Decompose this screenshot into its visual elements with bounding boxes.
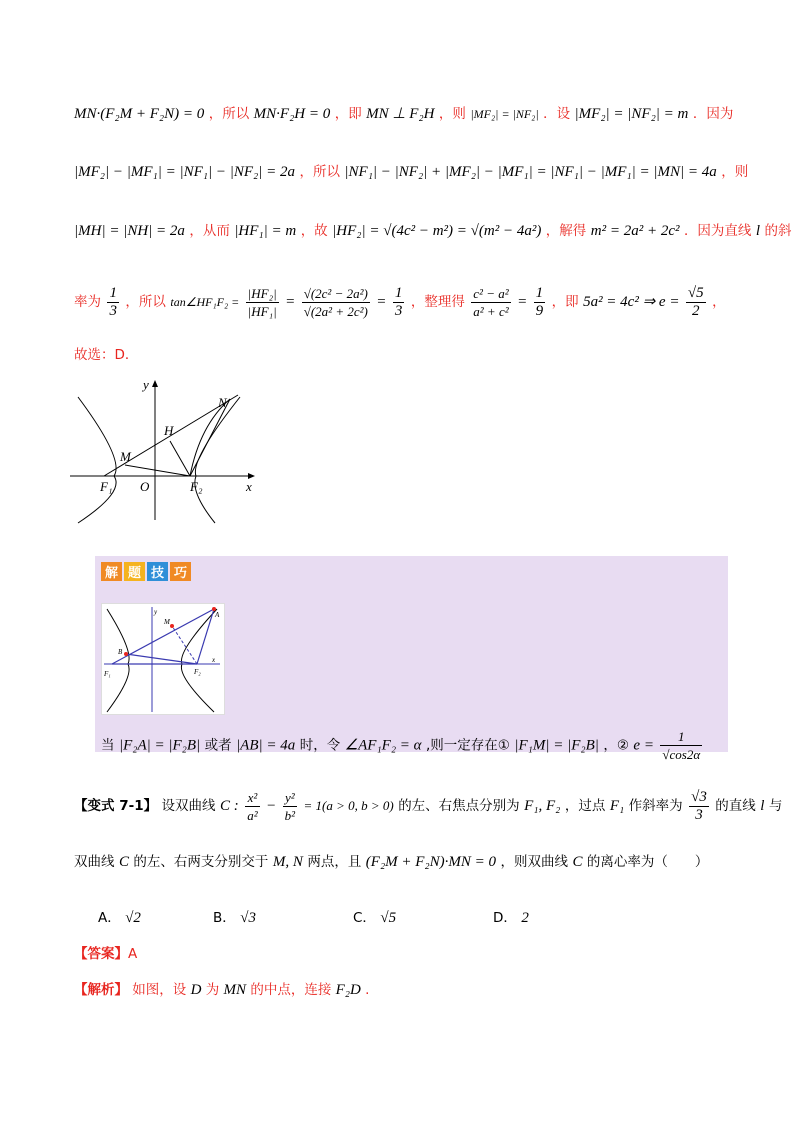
tip-badge-char: 解 xyxy=(101,562,122,581)
label-h: H xyxy=(164,423,174,438)
fraction: $\frac{\text{|HF₂|}}{\text{|HF₁|}}$ xyxy=(247,285,277,319)
option-value: √5 xyxy=(380,910,397,926)
fraction: $\frac{√5}{2}$ xyxy=(687,284,704,319)
math-expr: |HF₂| = √(4c² − m²) = √(m² − 4a²) xyxy=(332,223,542,239)
math-expr: |F₂A| = |F₂B| xyxy=(118,737,201,754)
text: 的离心率为（ ） xyxy=(586,854,709,870)
text: ，所以 xyxy=(208,106,250,122)
option-value: √3 xyxy=(240,910,256,926)
text: 率为 xyxy=(74,294,101,310)
math-expr: (F₂M + F₂N)·MN = 0 xyxy=(365,854,497,870)
variant-tag: 【变式 7-1】 xyxy=(74,798,158,814)
label-x: x xyxy=(246,479,252,494)
tip-badge-char: 巧 xyxy=(170,562,191,581)
math-var: l xyxy=(755,223,761,239)
right-branch xyxy=(195,397,240,523)
text: ，从而 xyxy=(189,223,230,239)
solution-line-2 xyxy=(74,162,748,182)
text: . xyxy=(365,982,370,998)
small-line-f2b xyxy=(126,654,197,664)
math-expr: |MH| = |NH| = 2a xyxy=(74,223,185,239)
math-expr: F₁ xyxy=(609,798,625,814)
text: 或者 xyxy=(204,737,232,754)
math-expr: M, N xyxy=(272,854,303,870)
text: ，所以 xyxy=(125,294,166,310)
text: ，则 xyxy=(721,164,749,180)
text: 作斜率为 xyxy=(628,798,683,814)
math-var: C xyxy=(118,854,129,870)
answer-value: A xyxy=(128,946,138,962)
small-label-y: y xyxy=(154,608,158,616)
segment-hf2 xyxy=(170,441,190,476)
math-expr: e = xyxy=(633,737,654,754)
text: ，故 xyxy=(300,223,328,239)
variant-line-2 xyxy=(74,852,708,872)
math-var: F₂D xyxy=(335,982,361,998)
math-expr: C : xyxy=(220,798,239,814)
tip-text xyxy=(101,728,704,763)
equals: = xyxy=(376,294,387,310)
text: 如图，设 xyxy=(132,982,187,998)
math-var: MN xyxy=(223,982,247,998)
text: ，解得 xyxy=(545,223,587,239)
text: 的左、右两支分别交于 xyxy=(133,854,269,870)
tip-badge-char: 技 xyxy=(147,562,168,581)
small-point-m xyxy=(170,624,174,628)
math-expr: m² = 2a² + 2c² xyxy=(590,223,680,239)
y-axis-arrow xyxy=(152,380,158,387)
text: ，则双曲线 xyxy=(500,854,568,870)
math-expr: |F₁M| = |F₂B| xyxy=(514,737,599,754)
option-label: B． xyxy=(213,910,236,926)
fraction: $\frac{\text{√(2c² − 2a²)}}{\text{√(2a² + 2c²)}}$ xyxy=(303,285,368,319)
text: ，② xyxy=(603,737,629,754)
minus: − xyxy=(266,798,277,814)
small-point-b xyxy=(124,652,128,656)
text: ，即 xyxy=(334,106,362,122)
math-var: D xyxy=(190,982,202,998)
small-label-f2: F₂ xyxy=(194,668,201,676)
option-d[interactable] xyxy=(493,906,529,927)
text: 的中点，连接 xyxy=(250,982,332,998)
solution-line-4 xyxy=(74,282,726,322)
small-label-f1: F₁ xyxy=(104,670,111,678)
answer-line xyxy=(74,944,137,964)
text: ，即 xyxy=(551,294,579,310)
small-line-f2m xyxy=(172,626,197,664)
text: ．因为 xyxy=(692,106,734,122)
text: 两点，且 xyxy=(307,854,362,870)
math-var: l xyxy=(760,798,765,814)
option-label: D． xyxy=(493,910,517,926)
fraction: $\frac{\text{x²}}{\text{a²}}$ xyxy=(247,789,258,823)
left-branch xyxy=(78,397,116,523)
label-n: N xyxy=(218,395,227,410)
text: 为 xyxy=(205,982,220,998)
text: 时，令 xyxy=(299,737,341,754)
math-expr: |MF₂| = |NF₂| = m xyxy=(574,106,689,122)
equals: = xyxy=(285,294,296,310)
fraction: $\frac{1}{3}$ xyxy=(109,284,117,319)
solution-line-1 xyxy=(74,104,733,124)
fraction: $\frac{\text{y²}}{\text{b²}}$ xyxy=(284,789,296,823)
text: 当 xyxy=(101,737,115,754)
option-label: A． xyxy=(98,910,121,926)
math-expr: |AB| = 4a xyxy=(236,737,296,754)
analysis-line xyxy=(74,980,369,1000)
text: 与 xyxy=(768,798,783,814)
text: 设双曲线 xyxy=(161,798,216,814)
math-expr: |NF₁| − |NF₂| + |MF₂| − |MF₁| = |NF₁| − |MF₁| = |MN| = 4a xyxy=(344,164,717,180)
fraction: $\frac{1}{√\cos 2\alpha}$ xyxy=(662,729,701,762)
label-f1: F₁ xyxy=(100,479,113,494)
small-label-a: A xyxy=(215,611,220,619)
tip-badge xyxy=(101,562,191,581)
text: 的斜 xyxy=(764,223,792,239)
math-expr: = 1(a > 0, b > 0) xyxy=(303,798,394,813)
option-label: C． xyxy=(353,910,376,926)
variant-line-1 xyxy=(74,786,782,826)
label-m: M xyxy=(120,449,131,464)
math-expr: |MF₂| = |NF₂| xyxy=(470,107,539,121)
math-expr: |MF₂| − |MF₁| = |NF₁| − |NF₂| = 2a xyxy=(74,164,295,180)
tip-figure xyxy=(101,603,225,715)
option-c[interactable] xyxy=(353,906,396,927)
small-label-m: M xyxy=(164,618,170,626)
text: ．设 xyxy=(543,106,571,122)
math-expr: MN ⊥ F₂H xyxy=(366,106,435,122)
hyperbola-figure xyxy=(70,375,260,525)
math-expr: 5a² = 4c² ⇒ e = xyxy=(583,294,680,310)
small-label-b: B xyxy=(118,648,123,656)
option-b[interactable] xyxy=(213,906,256,927)
segment-nf2 xyxy=(190,399,230,476)
text: ，则 xyxy=(438,106,466,122)
answer-choice-line: 故选：D． xyxy=(74,347,139,363)
label-f2: F₂ xyxy=(190,479,203,494)
label-o: O xyxy=(140,479,150,494)
small-line-f1a xyxy=(112,609,214,664)
text: ,则一定存在① xyxy=(426,737,510,754)
text: ，所以 xyxy=(299,164,340,180)
option-value: 2 xyxy=(521,910,529,926)
math-expr: F₁, F₂ xyxy=(524,798,561,814)
text: ．因为直线 xyxy=(683,223,752,239)
text: 的左、右焦点分别为 xyxy=(398,798,520,814)
math-var: C xyxy=(572,854,583,870)
option-value: √2 xyxy=(125,910,141,926)
math-expr: MN·(F₂M + F₂N) = 0 xyxy=(74,106,205,122)
text: 的直线 xyxy=(715,798,756,814)
answer-tag: 【答案】 xyxy=(74,946,128,962)
text: 双曲线 xyxy=(74,854,115,870)
text: ， xyxy=(712,294,726,310)
tip-badge-char: 题 xyxy=(124,562,145,581)
fraction: $\frac{1}{9}$ xyxy=(535,284,544,319)
text: ，过点 xyxy=(564,798,606,814)
text: ，整理得 xyxy=(410,294,465,310)
small-label-x: x xyxy=(212,656,216,664)
fraction: $\frac{1}{3}$ xyxy=(394,284,403,319)
math-expr: MN·F₂H = 0 xyxy=(253,106,331,122)
math-expr: |HF₁| = m xyxy=(234,223,297,239)
math-expr: tan∠HF₁F₂ = xyxy=(170,295,240,309)
option-a[interactable] xyxy=(98,906,141,927)
solution-line-3 xyxy=(74,221,792,241)
analysis-tag: 【解析】 xyxy=(74,982,128,998)
segment-mf2 xyxy=(125,465,190,476)
label-y: y xyxy=(143,377,149,392)
fraction: $\frac{√3}{3}$ xyxy=(691,788,707,823)
math-expr: ∠AF₁F₂ = α xyxy=(344,737,422,754)
equals: = xyxy=(517,294,528,310)
fraction: $\frac{\text{c² − a²}}{\text{a² + c²}}$ xyxy=(473,285,509,319)
